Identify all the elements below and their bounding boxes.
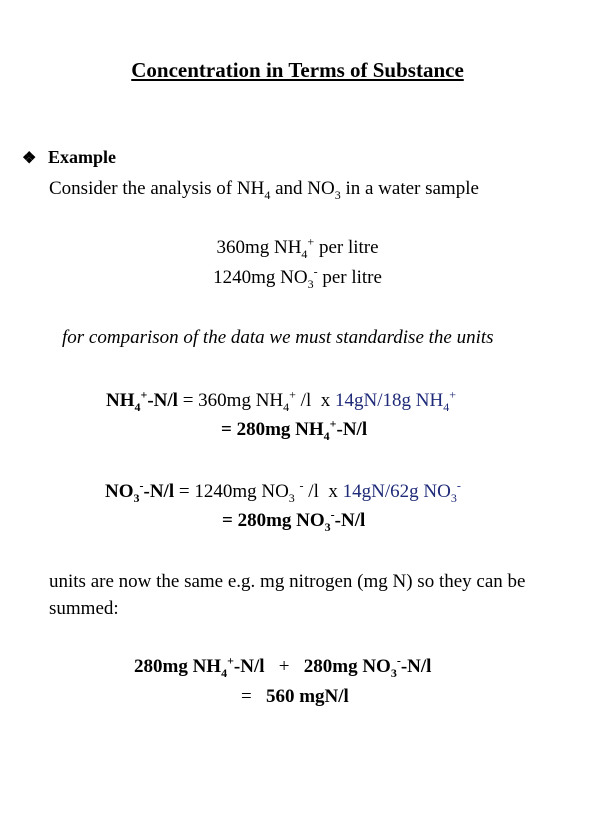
sum-equation: 280mg $NH_4^+-N/l + 280mg$ $NO_3^--N/l$ (134, 653, 432, 680)
no3-conversion-equation: $NO_3^--N/l = 1240mg$ $NO_3$ - /l x 14gN/62g $NO_3^-$ (105, 478, 461, 505)
example-heading (22, 148, 116, 167)
no3-concentration: 1240mg $NO_3^-$ per litre (213, 264, 382, 291)
no3-conversion-result: = 280mg $NO_3^--N/l$ (222, 507, 366, 534)
no3-conversion-factor: 14gN/62g $NO_3^-$ (342, 478, 461, 505)
no3-conversion-lhs: $NO_3^--N/l$ (105, 478, 175, 505)
page-title: Concentration in Terms of Substance (131, 58, 464, 82)
nh4-conversion-result: = 280mg $NH_4^+-N/l$ (221, 416, 368, 443)
nh4-conversion-factor: 14gN/18g $NH_4^+$ (334, 387, 456, 414)
diamond-bullet-icon: ❖ (22, 150, 37, 167)
consider-text: Consider the analysis of $NH_4$ and $NO_3$ in a water sample (49, 178, 479, 202)
standardise-note: for comparison of the data we must standardise the units (62, 327, 494, 348)
example-heading-text: Example (48, 147, 117, 167)
nh4-concentration: 360mg $NH_4^+$ per litre (216, 234, 379, 261)
sum-result: = 560 mgN/l (241, 686, 349, 707)
nh4-conversion-lhs: $NH_4^+-N/l$ (106, 387, 178, 414)
units-text-line-2: summed: (49, 598, 119, 619)
nh4-conversion-equation: $NH_4^+-N/l = 360mg$ $NH_4^+$ /l x 14gN/18g $NH_4^+$ (106, 387, 456, 414)
units-text-line-1: units are now the same e.g. mg nitrogen (mg N) so they can be (49, 571, 526, 592)
